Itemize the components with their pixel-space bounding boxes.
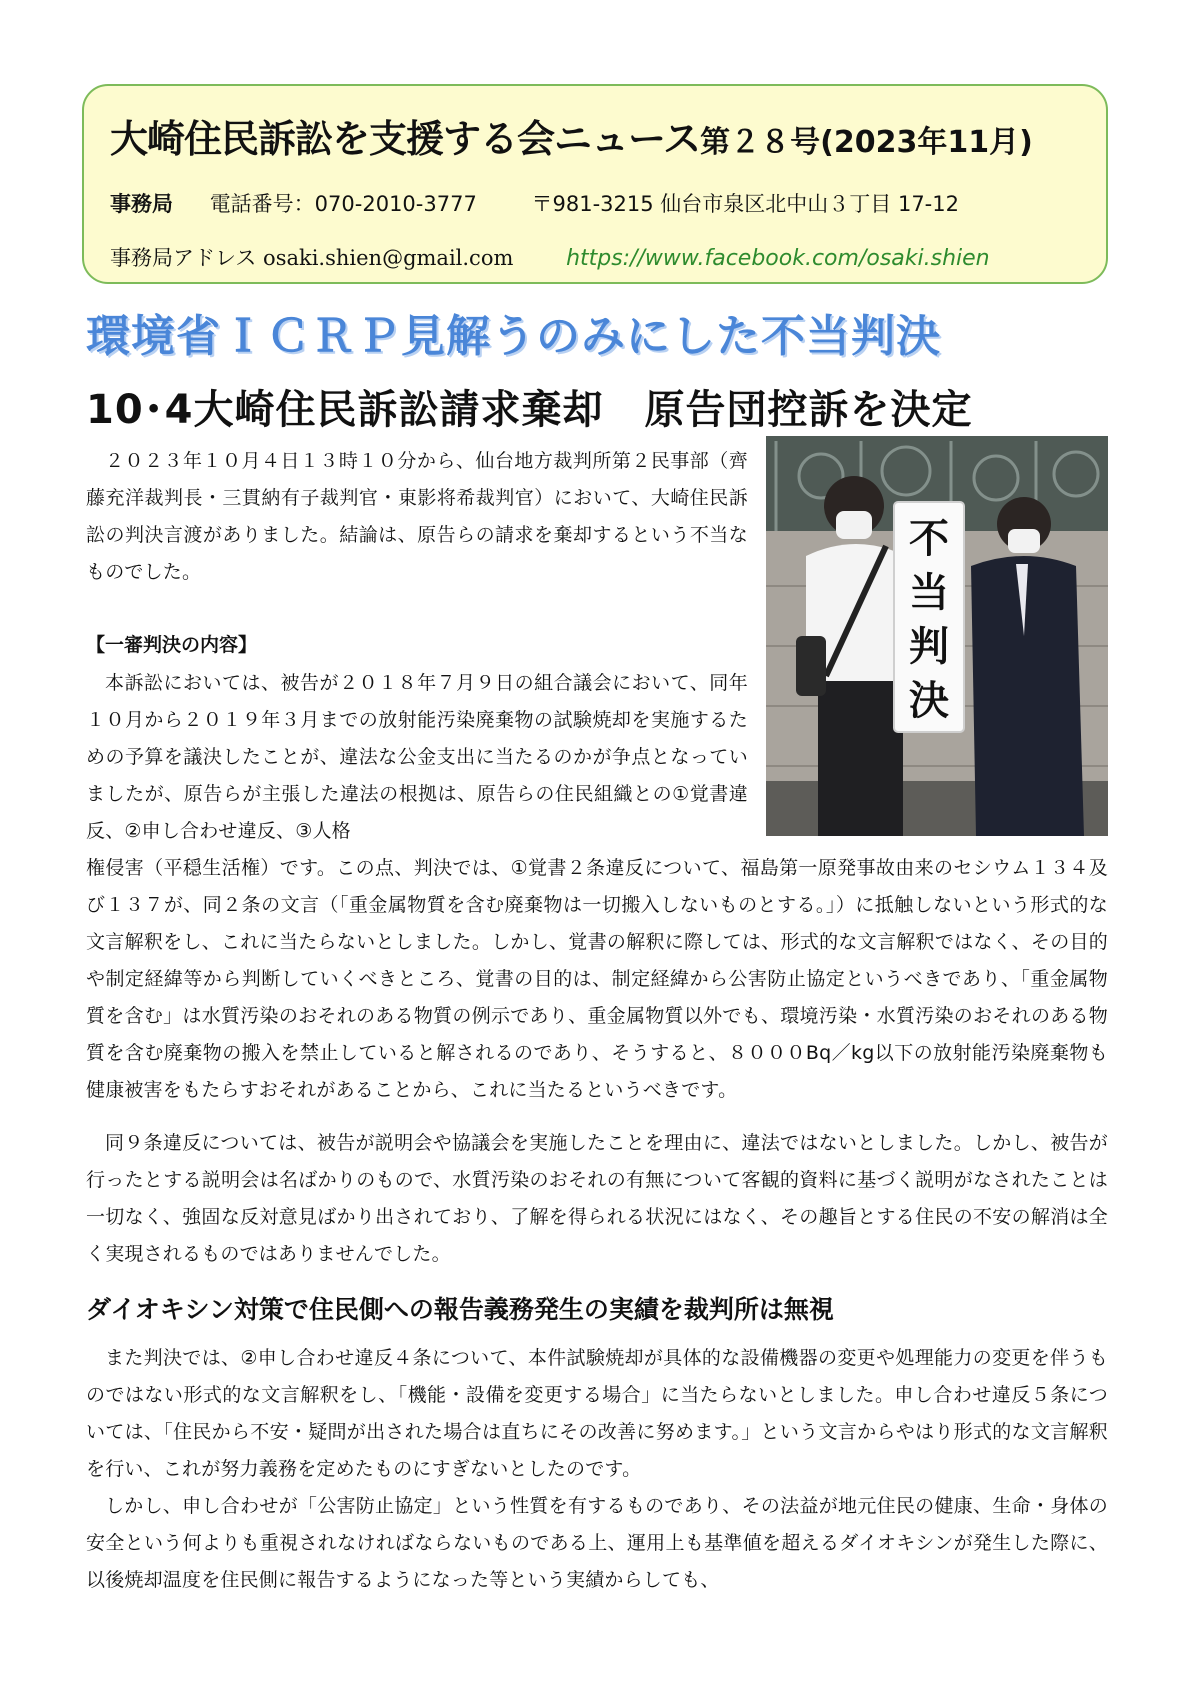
paragraph-dioxin: しかし、申し合わせが「公害防止協定」という性質を有するものであり、その法益が地元住民の健康、生命・身体の安全という何よりも重視されなければならないものである上、運用上も基準値を超えるダイオキシンが発生した際に、以後焼却温度を住民側に報告するようになった等という実績からしても、 bbox=[86, 1495, 1108, 1591]
article-agreement bbox=[86, 1340, 1108, 1488]
headline-secondary: 10･4大崎住民訴訟請求棄却 原告団控訴を決定 bbox=[86, 387, 973, 433]
paragraph-article9: 同９条違反については、被告が説明会や協議会を実施したことを理由に、違法ではないとしました。しかし、被告が行ったとする説明会は名ばかりのもので、水質汚染のおそれの有無について客観的資料に基づく説明がなされたことは一切なく、強固な反対意見ばかり出されており、了解を得られる状況にはなく、その趣旨とする住民の不安の解消は全く実現されるものではありませんでした。 bbox=[86, 1132, 1108, 1265]
masthead bbox=[82, 84, 1108, 284]
subhead-block bbox=[86, 627, 748, 664]
paragraph-judgment-b: 権侵害（平穏生活権）です。この点、判決では、①覚書２条違反について、福島第一原発事故由来のセシウム１３４及び１３７が、同２条の文言（「重金属物質を含む廃棄物は一切搬入しないものとする。」）に抵触しないという形式的な文言解釈をし、これに当たらないとしました。しかし、覚書の解釈に際しては、形式的な文言解釈ではなく、その目的や制定経緯等から判断していくべきところ、覚書の目的は、制定経緯から公害防止協定というべきであり、「重金属物質を含む」は水質汚染のおそれのある物質の例示であり、重金属物質以外でも、環境汚染・水質汚染のおそれのある物質を含む廃棄物の搬入を禁止していると解されるのであり、そうすると、８０００Bq／kg以下の放射能汚染廃棄物も健康被害をもたらすおそれがあることから、これに当たるというべきです。 bbox=[86, 857, 1108, 1101]
paragraph-judgment-a: 本訴訟においては、被告が２０１８年７月９日の組合議会において、同年１０月から２０１９年３月までの放射能汚染廃棄物の試験焼却を実施するための予算を議決したことが、違法な公金支出に当たるのかが争点となっていましたが、原告らが主張した違法の根拠は、原告らの住民組織との①覚書違反、②申し合わせ違反、③人格 bbox=[86, 672, 748, 842]
sign-char: 当 bbox=[909, 570, 949, 616]
article-judgment-a bbox=[86, 665, 748, 850]
article-article9 bbox=[86, 1125, 1108, 1273]
email-address[interactable]: 事務局アドレス osaki.shien@gmail.com bbox=[110, 246, 514, 270]
online-line bbox=[110, 242, 990, 272]
sign-char: 判 bbox=[909, 624, 949, 670]
office-label: 事務局 bbox=[110, 192, 173, 216]
paragraph-intro: ２０２３年１０月４日１３時１０分から、仙台地方裁判所第２民事部（齊藤充洋裁判長・三貫納有子裁判官・東影将希裁判官）において、大崎住民訴訟の判決言渡がありました。結論は、原告らの請求を棄却するという不当なものでした。 bbox=[86, 450, 748, 583]
issue-number: 第２８号(2023年11月) bbox=[700, 125, 1033, 160]
facebook-link[interactable]: https://www.facebook.com/osaki.shien bbox=[566, 246, 990, 271]
subhead-judgment: 【一審判決の内容】 bbox=[86, 634, 258, 656]
paragraph-agreement: また判決では、②申し合わせ違反４条について、本件試験焼却が具体的な設備機器の変更や処理能力の変更を伴うものではない形式的な文言解釈をし、「機能・設備を変更する場合」に当たらないとしました。申し合わせ違反５条については、「住民から不安・疑問が出された場合は直ちにその改善に努めます。」という文言からやはり形式的な文言解釈を行い、これが努力義務を定めたものにすぎないとしたのです。 bbox=[86, 1347, 1108, 1480]
newsletter-title bbox=[110, 108, 1033, 163]
contact-line bbox=[110, 188, 959, 218]
section-title: ダイオキシン対策で住民側への報告義務発生の実績を裁判所は無視 bbox=[86, 1295, 834, 1324]
protest-photo bbox=[766, 436, 1108, 836]
article-judgment-b bbox=[86, 850, 1108, 1109]
phone-number: 電話番号：070-2010-3777 bbox=[209, 192, 477, 216]
headline-primary: 環境省ＩＣＲＰ見解うのみにした不当判決 bbox=[86, 311, 941, 362]
article-dioxin bbox=[86, 1488, 1108, 1599]
sign-char: 決 bbox=[909, 678, 949, 724]
sign-char: 不 bbox=[909, 516, 949, 562]
article-intro bbox=[86, 443, 748, 591]
title-main: 大崎住民訴訟を支援する会ニュース bbox=[110, 117, 701, 161]
postal-address: 〒981-3215 仙台市泉区北中山３丁目 17-12 bbox=[531, 192, 959, 216]
